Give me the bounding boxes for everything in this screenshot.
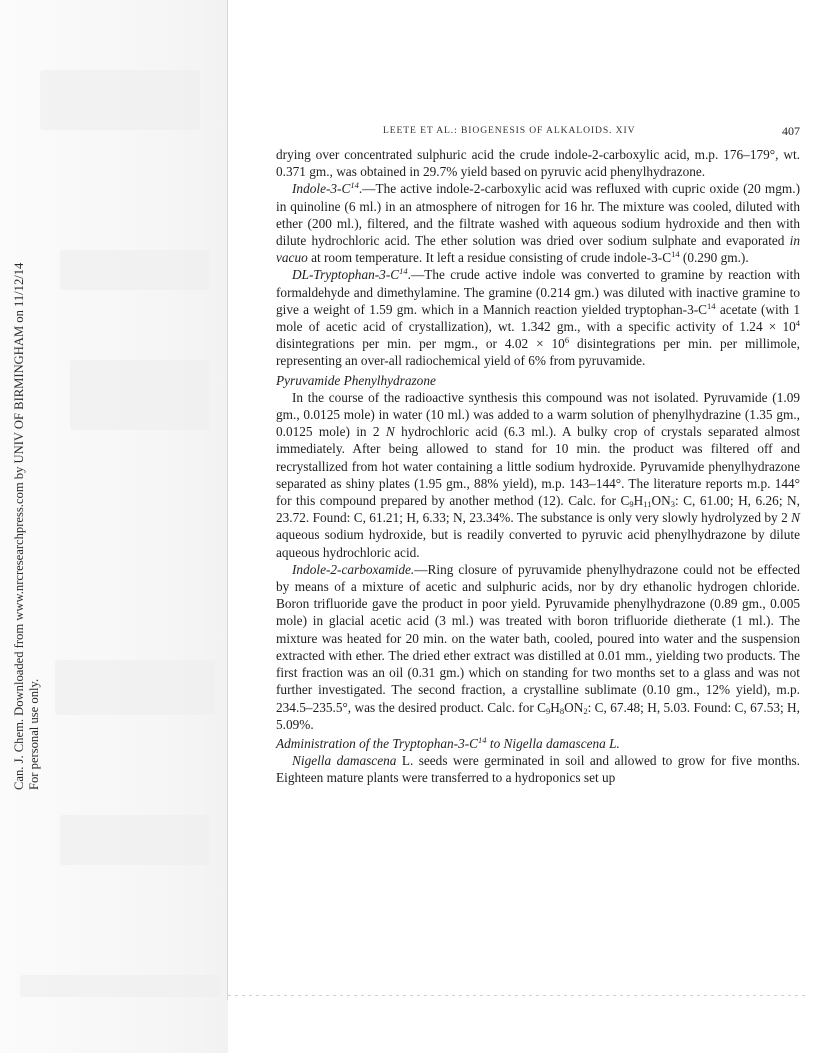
- scan-smudge: [70, 360, 210, 430]
- page-bottom-edge: [228, 995, 808, 996]
- section-heading-administration: Administration of the Tryptophan-$3-C^{14}$ to Nigella damascena L.: [276, 734, 620, 751]
- paragraph-nigella-damascena: Nigella damascena L. seeds were germinated in soil and allowed to grow for five months. Eighteen mature plants were transferred to a hydroponics set up: [276, 753, 800, 786]
- paragraph-pyruvamide-phenylhydrazone: In the course of the radioactive synthesis this compound was not isolated. Pyruvamide (1.09 gm., 0.0125 mole) in water (10 ml.) was added to a warm solution of phenylhydrazine (1.35 gm., 0.0125 mole) in 2 N hydrochloric acid (6.3 ml.). A bulky crop of crystals separated almost immediately. After being allowed to stand for 10 min. the product was filtered off and recrystallized from hot water containing a little sodium hydroxide. Pyruvamide phenylhydrazone separated as shiny plates (1.95 gm., 88% yield), m.p. 143–144°. The literature reports m.p. 144° for this compound prepared by another method (12). Calc. for $C_9H_{11}ON_3$: C, 61.00; H, 6.26; N, 23.72. Found: C, 61.21; H, 6.33; N, 23.34%. The substance is only very slowly hydrolyzed by 2 N aqueous sodium hydroxide, but is readily converted to pyruvic acid phenylhydrazone by dilute aqueous hydrochloric acid.: [276, 389, 801, 560]
- paragraph-indole-2-carboxamide: Indole-2-carboxamide.—Ring closure of pyruvamide phenylhydrazone could not be effected by means of a mixture of acetic and sulphuric acids, nor by dry ethanolic hydrogen chloride. Boron trifluoride gave the product in poor yield. Pyruvamide phenylhydrazone (0.89 gm., 0.005 mole) in glacial acetic acid (3 ml.) was treated with boron trifluoride dietherate (1 ml.). The mixture was heated for 20 min. on the water bath, cooled, poured into water and the suspension extracted with ether. The dried ether extract was distilled at 0.01 mm., yielding two products. The first fraction was an oil (0.31 gm.) which on standing for two months set to a glass and was not further investigated. The second fraction, a crystalline sublimate (0.10 gm., 12% yield), m.p. 234.5–235.5°, was the desired product. Calc. for $C_9H_8ON_2$: C, 67.48; H, 5.03. Found: C, 67.53; H, 5.09%.: [276, 561, 800, 732]
- running-head: LEETE ET AL.: BIOGENESIS OF ALKALOIDS. XIV: [383, 125, 636, 136]
- scan-smudge: [55, 660, 215, 715]
- scan-smudge: [60, 250, 210, 290]
- page-header: [276, 125, 800, 141]
- paragraph-indole-3-c14: Indole-$3-C^{14}.—The$ active indole-2-carboxylic acid was refluxed with cupric oxide (20 mgm.) in quinoline (6 ml.) in an atmosphere of nitrogen for 16 hr. The mixture was cooled, diluted with ether (200 ml.), filtered, and the filtrate washed with aqueous sodium hydroxide and then with dilute hydrochloric acid. The ether solution was dried over sodium sulphate and evaporated in vacuo at room temperature. It left a residue consisting of crude indole-$3-C^{14}$ (0.290 gm.).: [276, 180, 800, 266]
- download-watermark: [12, 240, 44, 790]
- watermark-line-2: For personal use only.: [27, 678, 41, 790]
- section-title-indole-3-c14: Indole-$3-C^{14}$: [292, 180, 359, 197]
- page-number: 407: [782, 124, 800, 138]
- section-title-indole-2-carboxamide: Indole-2-carboxamide.: [292, 561, 415, 577]
- paragraph-dl-tryptophan: $DL-Tryptophan-3-C^{14}.—The$ crude active indole was converted to gramine by reaction with formaldehyde and dimethylamine. The gramine (0.214 gm.) was diluted with inactive gramine to give a weight of 1.59 gm. which in a Mannich reaction yielded tryptophan-$3-C^{14}$ acetate (with 1 mole of acetic acid of crystallization), wt. 1.342 gm., with a specific activity of $1.24 \times 10^4$ disintegrations per min. per mgm., or $4.02 \times 10^6$ disintegrations per min. per millimole, representing an over-all radiochemical yield of 6% from pyruvamide.: [276, 266, 801, 369]
- section-heading-pyruvamide-phenylhydrazone: Pyruvamide Phenylhydrazone: [276, 372, 436, 388]
- section-title-dl-tryptophan: $DL-Tryptophan-3-C^{14}$: [292, 266, 408, 283]
- scan-smudge: [60, 815, 210, 865]
- paragraph-indole-2-carboxylic-yield: drying over concentrated sulphuric acid the crude indole-2-carboxylic acid, m.p. 176–179°, wt. 0.371 gm., was obtained in 29.7% yield based on pyruvic acid phenylhydrazone.: [276, 147, 800, 180]
- page-gutter-line: [227, 0, 228, 1000]
- watermark-line-1: Can. J. Chem. Downloaded from www.nrcresearchpress.com by UNIV OF BIRMINGHAM on 11/12/14: [12, 262, 26, 790]
- article-body: [276, 146, 800, 787]
- scan-smudge: [20, 975, 220, 997]
- scan-smudge: [40, 70, 200, 130]
